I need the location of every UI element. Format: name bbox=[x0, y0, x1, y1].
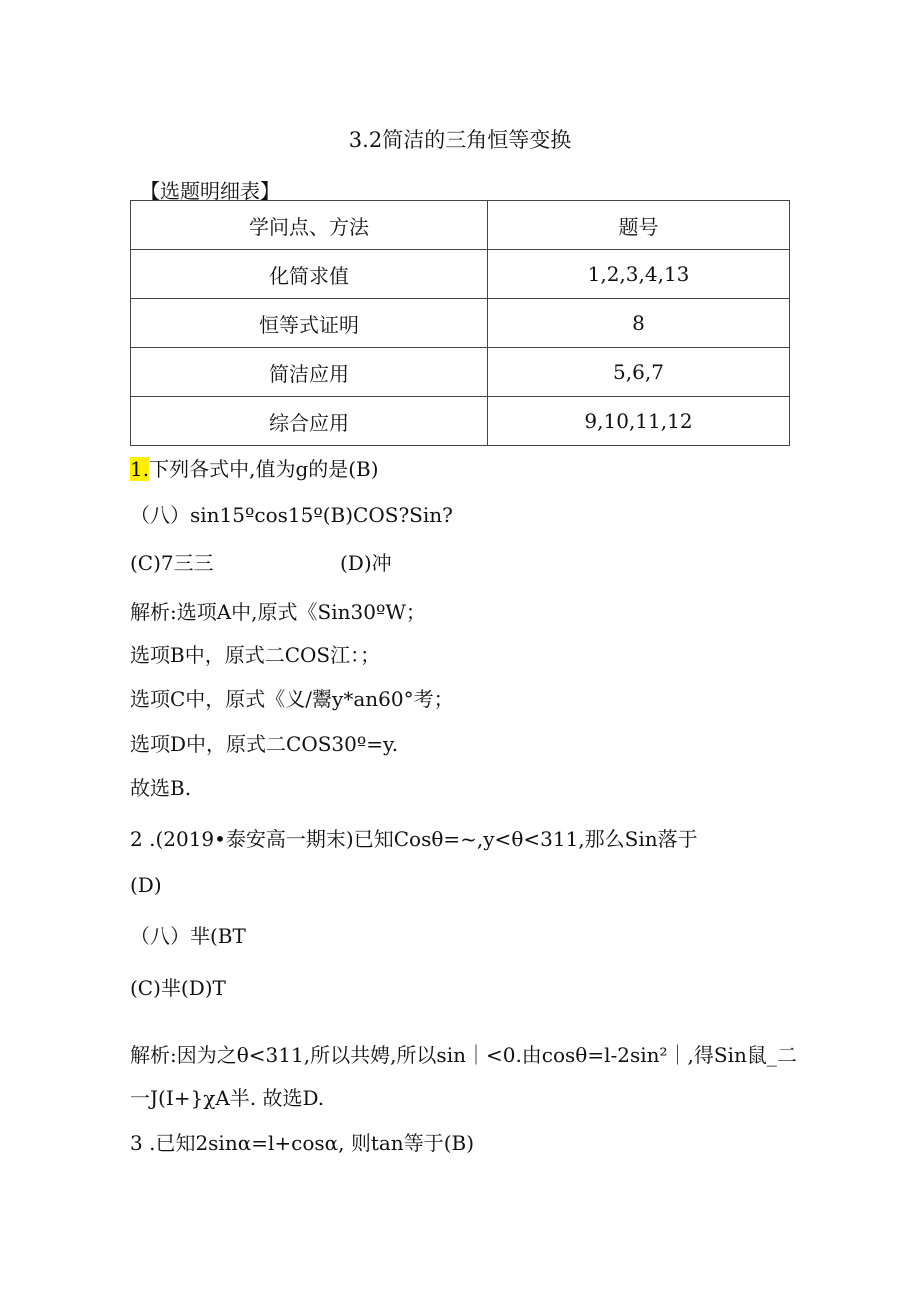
table-cell: 恒等式证明 bbox=[131, 299, 488, 348]
table-header-cell: 题号 bbox=[488, 201, 790, 250]
q3-stem: 3 .已知2sinα=l+cosα, 则tan等于(B) bbox=[130, 1131, 474, 1155]
table-row bbox=[131, 348, 790, 397]
q1-option-d: (D)冲 bbox=[340, 551, 392, 575]
q2-solution-line: 一J(I+}χA半. 故选D. bbox=[130, 1086, 325, 1110]
table-cell: 9,10,11,12 bbox=[488, 397, 790, 446]
table-cell: 1,2,3,4,13 bbox=[488, 250, 790, 299]
page-title: 3.2简洁的三角恒等变换 bbox=[348, 128, 572, 152]
q2-solution-line: 解析:因为之θ<311,所以共娉,所以sin｜<0.由cosθ=l-2sin²｜,得Sin鼠_二 bbox=[130, 1043, 797, 1067]
q1-stem-line bbox=[130, 453, 379, 482]
table-cell: 综合应用 bbox=[131, 397, 488, 446]
table-header-row bbox=[131, 201, 790, 250]
q1-solution-line: 选项C中，原式《义/鬻y*an60°考； bbox=[130, 687, 454, 711]
table-cell: 5,6,7 bbox=[488, 348, 790, 397]
q2-answer: (D) bbox=[130, 873, 162, 897]
q1-conclusion: 故选B. bbox=[130, 776, 192, 800]
q2-option-ab: （八）芈(BT bbox=[130, 924, 246, 948]
q1-option-c: (C)7三三 bbox=[130, 551, 214, 575]
q1-solution-line: 解析:选项A中,原式《Sin30ºW； bbox=[130, 600, 426, 624]
table-caption: 【选题明细表】 bbox=[140, 179, 280, 203]
topic-table bbox=[130, 200, 790, 446]
q2-stem: 2 .(2019•泰安高一期末)已知Cosθ=~,y<θ<311,那么Sin落于 bbox=[130, 827, 698, 851]
q1-solution-line: 选项B中，原式二COS江：； bbox=[130, 643, 381, 667]
table-header-cell: 学问点、方法 bbox=[131, 201, 488, 250]
q1-option-ab: （八）sin15ºcos15º(B)COS?Sin? bbox=[130, 503, 453, 527]
q1-number: 1. bbox=[130, 457, 150, 481]
table-row bbox=[131, 250, 790, 299]
table-cell: 化简求值 bbox=[131, 250, 488, 299]
table-row bbox=[131, 299, 790, 348]
q1-stem: 下列各式中,值为g的是(B) bbox=[149, 457, 379, 481]
table-cell: 简洁应用 bbox=[131, 348, 488, 397]
q2-option-cd: (C)芈(D)T bbox=[130, 976, 226, 1000]
q1-solution-line: 选项D中，原式二COS30º=y. bbox=[130, 732, 399, 756]
table-row bbox=[131, 397, 790, 446]
table-cell: 8 bbox=[488, 299, 790, 348]
